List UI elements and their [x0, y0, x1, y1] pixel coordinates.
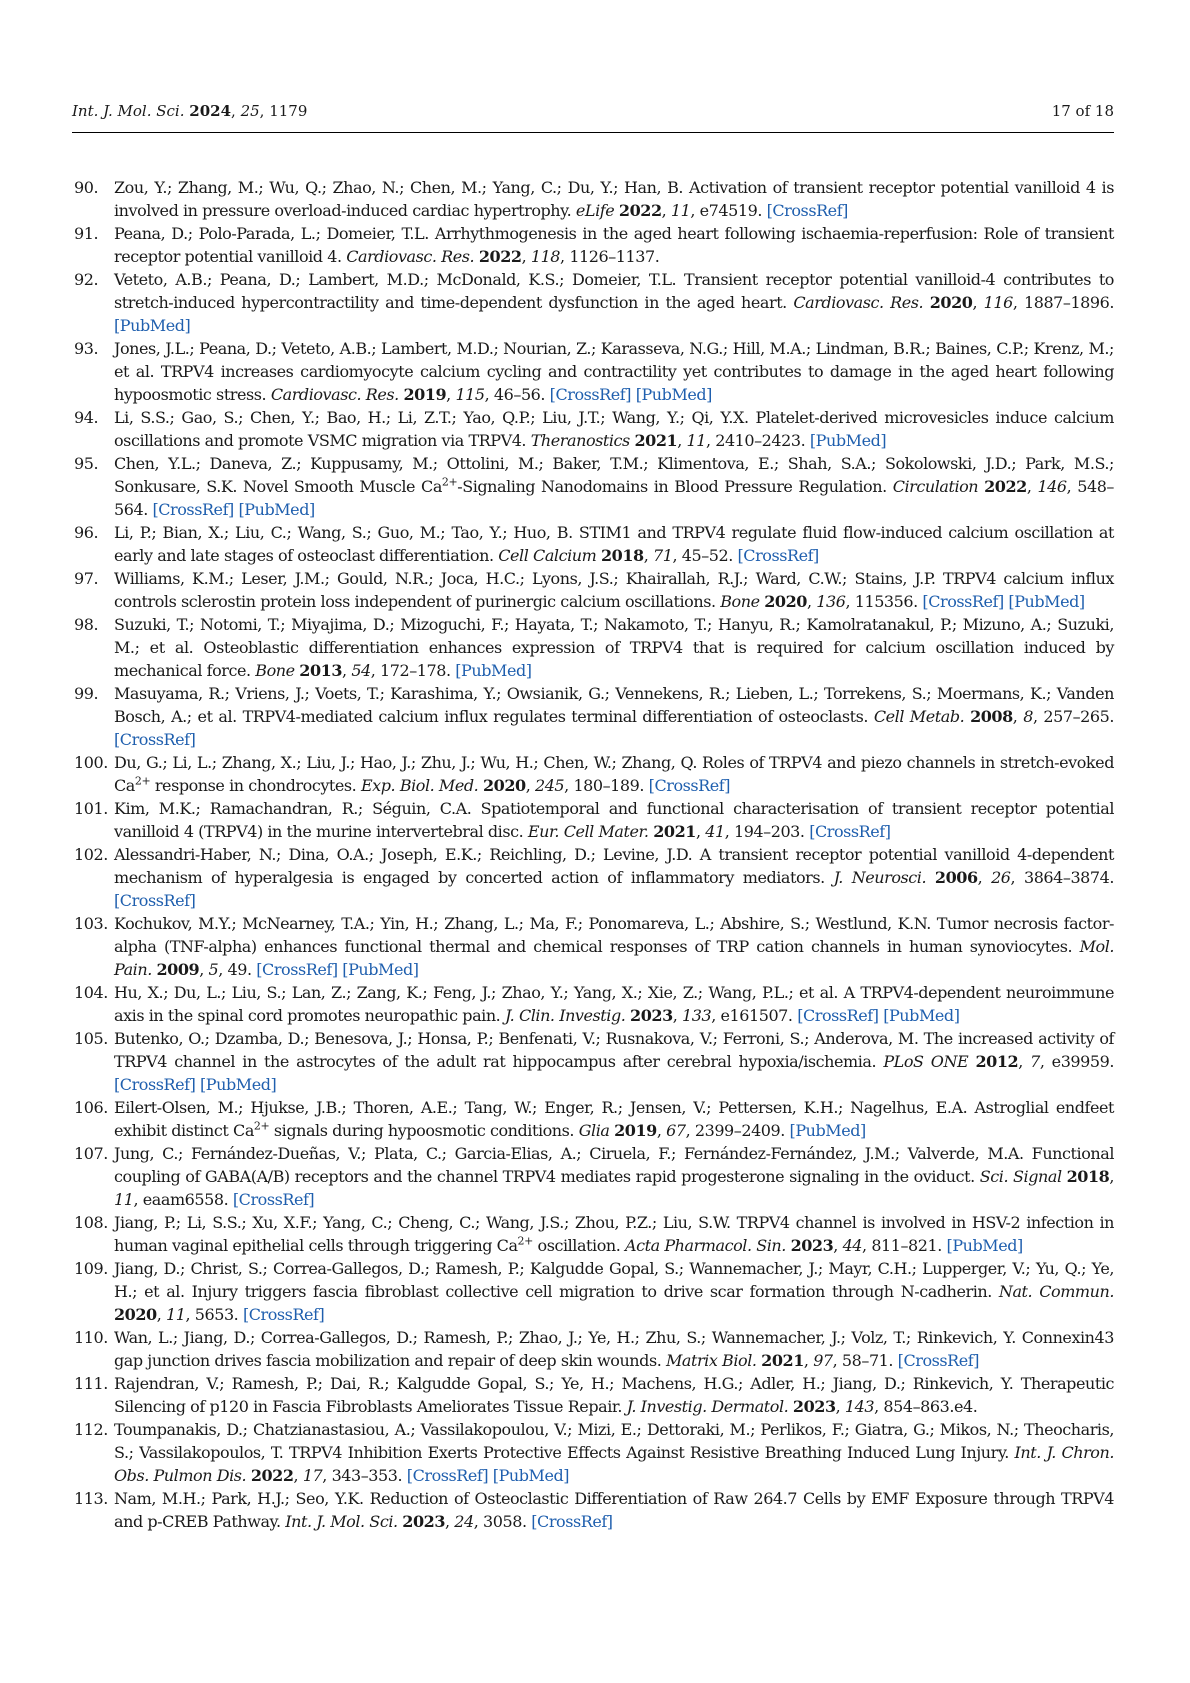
- crossref-link[interactable]: [CrossRef]: [242, 1305, 325, 1324]
- reference-year: 2022: [250, 1466, 294, 1485]
- reference-number: 96.: [74, 523, 99, 542]
- reference-segment: ,: [1026, 477, 1038, 496]
- reference-text: [114, 521, 1114, 567]
- reference-segment: Rajendran, V.; Ramesh, P.; Dai, R.; Kalgudde Gopal, S.; Ye, H.; Machens, H.G.; Adler, H.; Jiang, D.; Rinkevich, Y. Therapeutic Silencing of p120 in Fascia Fibroblasts Ameliorates Tissue Repair.: [114, 1374, 1114, 1416]
- reference-segment: ,: [803, 1351, 814, 1370]
- reference-year: 2020: [764, 592, 807, 611]
- reference-italic: J. Investig. Dermatol.: [626, 1397, 789, 1416]
- reference-item: [74, 452, 1114, 521]
- pubmed-link[interactable]: [PubMed]: [946, 1236, 1023, 1255]
- reference-year: 2012: [975, 1052, 1019, 1071]
- reference-item: [74, 521, 1114, 567]
- reference-year: 2006: [934, 868, 978, 887]
- pubmed-link[interactable]: [PubMed]: [455, 661, 532, 680]
- reference-text: [114, 981, 1114, 1027]
- reference-text: [114, 1326, 1114, 1372]
- reference-italic: 71: [653, 546, 673, 565]
- reference-italic: Mol. Pain.: [114, 937, 1114, 979]
- reference-segment: Chen, Y.L.; Daneva, Z.; Kuppusamy, M.; Ottolini, M.; Baker, T.M.; Klimentova, E.; Shah, S.A.; Sokolowski, J.D.; Park, M.S.; Sonkusare, S.K. Novel Smooth Muscle Ca: [114, 454, 1114, 496]
- reference-year: 2008: [970, 707, 1013, 726]
- reference-item: [74, 268, 1114, 337]
- reference-text: [114, 567, 1114, 613]
- reference-italic: Glia: [578, 1121, 610, 1140]
- reference-item: [74, 567, 1114, 613]
- reference-item: [74, 1372, 1114, 1418]
- crossref-link[interactable]: [CrossRef]: [648, 776, 731, 795]
- reference-italic: 136: [816, 592, 846, 611]
- pubmed-link[interactable]: [PubMed]: [635, 385, 712, 404]
- reference-italic: 17: [302, 1466, 323, 1485]
- reference-italic: 67: [666, 1121, 686, 1140]
- reference-number: 107.: [74, 1144, 108, 1163]
- reference-number: 109.: [74, 1259, 108, 1278]
- reference-italic: 115: [455, 385, 485, 404]
- reference-segment: , 548–564.: [114, 477, 1114, 519]
- reference-number: 108.: [74, 1213, 108, 1232]
- crossref-link[interactable]: [CrossRef]: [531, 1512, 613, 1531]
- reference-italic: J. Clin. Investig.: [504, 1006, 626, 1025]
- reference-number: 102.: [74, 845, 108, 864]
- reference-segment: ,: [656, 1121, 667, 1140]
- reference-item: [74, 1142, 1114, 1211]
- reference-italic: J. Neurosci.: [833, 868, 927, 887]
- reference-item: [74, 1257, 1114, 1326]
- reference-item: [74, 337, 1114, 406]
- reference-segment: Jones, J.L.; Peana, D.; Veteto, A.B.; Lambert, M.D.; Nourian, Z.; Karasseva, N.G.; Hill, M.A.; Lindman, B.R.; Baines, C.P.; Krenz, M.; et al. TRPV4 increases cardiomyocyte calcium cycling and contractility yet contributes to damage in the aged heart following hypoosmotic stress.: [114, 339, 1114, 404]
- journal-name: Int. J. Mol. Sci.: [72, 102, 185, 120]
- reference-italic: Theranostics: [530, 431, 630, 450]
- page-number: 17 of 18: [1051, 102, 1114, 120]
- reference-year: 2020: [929, 293, 973, 312]
- reference-segment: Masuyama, R.; Vriens, J.; Voets, T.; Karashima, Y.; Owsianik, G.; Vennekens, R.; Lieben, L.; Torrekens, S.; Moermans, K.; Vanden Bosch, A.; et al. TRPV4-mediated calcium influx regulates terminal differentiation of osteoclasts.: [114, 684, 1114, 726]
- reference-year: 2023: [630, 1006, 673, 1025]
- reference-segment: Nam, M.H.; Park, H.J.; Seo, Y.K. Reduction of Osteoclastic Differentiation of Raw 264.7 Cells by EMF Exposure through TRPV4 and p-CREB Pathway.: [114, 1489, 1114, 1531]
- reference-italic: Eur. Cell Mater.: [527, 822, 649, 841]
- reference-year: 2023: [402, 1512, 446, 1531]
- reference-italic: Cell Metab.: [873, 707, 965, 726]
- reference-segment: response in chondrocytes.: [150, 776, 361, 795]
- reference-italic: 245: [534, 776, 565, 795]
- reference-year: 2023: [792, 1397, 836, 1416]
- reference-text: [114, 406, 1114, 452]
- reference-segment: signals during hypoosmotic conditions.: [269, 1121, 579, 1140]
- reference-segment: ,: [695, 822, 706, 841]
- reference-italic: Cardiovasc. Res.: [346, 247, 475, 266]
- reference-number: 111.: [74, 1374, 108, 1393]
- reference-segment: Alessandri-Haber, N.; Dina, O.A.; Joseph, E.K.; Reichling, D.; Levine, J.D. A transient receptor potential vanilloid 4-dependent mechanism of hyperalgesia is engaged by concerted action of inflammatory mediators.: [114, 845, 1114, 887]
- crossref-link[interactable]: [CrossRef]: [797, 1006, 879, 1025]
- crossref-link[interactable]: [CrossRef]: [232, 1190, 315, 1209]
- reference-item: [74, 406, 1114, 452]
- reference-year: 2019: [403, 385, 447, 404]
- reference-number: 113.: [74, 1489, 108, 1508]
- reference-year: 2020: [114, 1305, 157, 1324]
- reference-text: [114, 176, 1114, 222]
- reference-segment: Kim, M.K.; Ramachandran, R.; Séguin, C.A. Spatiotemporal and functional characterisation of transient receptor potential vanilloid 4 (TRPV4) in the murine intervertebral disc.: [114, 799, 1114, 841]
- reference-segment: , e161507.: [711, 1006, 798, 1025]
- reference-italic: PLoS ONE: [883, 1052, 969, 1071]
- reference-italic: 116: [983, 293, 1013, 312]
- reference-segment: ,: [1012, 707, 1024, 726]
- reference-text: [114, 1142, 1114, 1211]
- reference-italic: 11: [670, 201, 691, 220]
- reference-number: 92.: [74, 270, 99, 289]
- reference-segment: , 45–52.: [672, 546, 738, 565]
- reference-segment: , 3864–3874.: [1010, 868, 1114, 887]
- reference-segment: ,: [833, 1236, 843, 1255]
- reference-segment: ,: [806, 592, 817, 611]
- pubmed-link[interactable]: [PubMed]: [342, 960, 419, 979]
- reference-segment: Toumpanakis, D.; Chatzianastasiou, A.; Vassilakopoulou, V.; Mizi, E.; Dettoraki, M.; Perlikos, F.; Giatra, G.; Mikos, N.; Theocharis, S.; Vassilakopoulos, T. TRPV4 Inhibition Exerts Protective Effects Against Resistive Breathing Induced Lung Injury.: [114, 1420, 1114, 1462]
- crossref-link[interactable]: [CrossRef]: [256, 960, 338, 979]
- reference-segment: Eilert-Olsen, M.; Hjukse, J.B.; Thoren, A.E.; Tang, W.; Enger, R.; Jensen, V.; Pettersen, K.H.; Nagelhus, E.A. Astroglial endfeet exhibit distinct Ca: [114, 1098, 1114, 1140]
- reference-number: 93.: [74, 339, 99, 358]
- reference-year: 2022: [618, 201, 662, 220]
- reference-segment: Jung, C.; Fernández-Dueñas, V.; Plata, C.; Garcia-Elias, A.; Ciruela, F.; Fernández-Fernández, J.M.; Valverde, M.A. Functional coupling of GABA(A/B) receptors and the channel TRPV4 mediates rapid progesterone signaling in the oviduct.: [114, 1144, 1114, 1186]
- reference-segment: Li, S.S.; Gao, S.; Chen, Y.; Bao, H.; Li, Z.T.; Yao, Q.P.; Liu, J.T.; Wang, Y.; Qi, Y.X. Platelet-derived microvesicles induce calcium oscillations and promote VSMC migration via TRPV4.: [114, 408, 1114, 450]
- reference-italic: 11: [114, 1190, 134, 1209]
- crossref-link[interactable]: [CrossRef]: [809, 822, 891, 841]
- reference-segment: ,: [293, 1466, 303, 1485]
- reference-segment: , 194–203.: [724, 822, 810, 841]
- reference-italic: 7: [1030, 1052, 1040, 1071]
- reference-number: 90.: [74, 178, 99, 197]
- reference-italic: 11: [686, 431, 706, 450]
- reference-year: 2022: [478, 247, 522, 266]
- running-header: [72, 102, 1114, 133]
- reference-segment: ,: [521, 247, 531, 266]
- reference-segment: , 5653.: [185, 1305, 243, 1324]
- reference-italic: Sci. Signal: [979, 1167, 1062, 1186]
- reference-text: [114, 268, 1114, 337]
- reference-text: [114, 912, 1114, 981]
- reference-item: [74, 682, 1114, 751]
- reference-number: 91.: [74, 224, 99, 243]
- journal-citation: Int. J. Mol. Sci. 2024, 25, 1179: [72, 102, 308, 120]
- reference-number: 101.: [74, 799, 108, 818]
- reference-segment: Peana, D.; Polo-Parada, L.; Domeier, T.L. Arrhythmogenesis in the aged heart following ischaemia-reperfusion: Role of transient receptor potential vanilloid 4.: [114, 224, 1114, 266]
- reference-number: 106.: [74, 1098, 108, 1117]
- journal-year: 2024: [189, 102, 232, 120]
- reference-segment: , 2399–2409.: [685, 1121, 790, 1140]
- reference-text: [114, 751, 1114, 797]
- reference-italic: Acta Pharmacol. Sin.: [625, 1236, 786, 1255]
- reference-italic: 118: [530, 247, 561, 266]
- reference-italic: Matrix Biol.: [665, 1351, 757, 1370]
- reference-italic: Int. J. Chron. Obs. Pulmon Dis.: [114, 1443, 1114, 1485]
- reference-segment: Wan, L.; Jiang, D.; Correa-Gallegos, D.; Ramesh, P.; Zhao, J.; Ye, H.; Zhu, S.; Wannemacher, J.; Volz, T.; Rinkevich, Y. Connexin43 gap junction drives fascia mobilization and repair of deep skin wounds.: [114, 1328, 1114, 1370]
- reference-segment: , 180–189.: [564, 776, 649, 795]
- pubmed-link[interactable]: [PubMed]: [492, 1466, 570, 1485]
- reference-italic: Int. J. Mol. Sci.: [285, 1512, 398, 1531]
- reference-italic: Cardiovasc. Res.: [270, 385, 399, 404]
- reference-italic: 54: [351, 661, 371, 680]
- article-number: 1179: [269, 102, 308, 120]
- reference-segment: ,: [643, 546, 653, 565]
- crossref-link[interactable]: [CrossRef]: [152, 500, 234, 519]
- reference-segment: , 257–265.: [1032, 707, 1114, 726]
- reference-segment: , 1887–1896.: [1012, 293, 1115, 312]
- reference-italic: 26: [991, 868, 1011, 887]
- reference-text: [114, 797, 1114, 843]
- reference-segment: Hu, X.; Du, L.; Liu, S.; Lan, Z.; Zang, K.; Feng, J.; Zhao, Y.; Yang, X.; Xie, Z.; Wang, P.L.; et al. A TRPV4-dependent neuroimmune axis in the spinal cord promotes neuropathic pain.: [114, 983, 1114, 1025]
- reference-text: [114, 1027, 1114, 1096]
- reference-number: 95.: [74, 454, 99, 473]
- reference-year: 2019: [614, 1121, 657, 1140]
- reference-italic: Nat. Commun.: [998, 1282, 1115, 1301]
- reference-text: [114, 682, 1114, 751]
- reference-segment: Jiang, P.; Li, S.S.; Xu, X.F.; Yang, C.; Cheng, C.; Wang, J.S.; Zhou, P.Z.; Liu, S.W. TRPV4 channel is involved in HSV-2 infection in human vaginal epithelial cells through triggering Ca: [114, 1213, 1114, 1255]
- reference-item: [74, 222, 1114, 268]
- reference-text: [114, 613, 1114, 682]
- reference-number: 110.: [74, 1328, 108, 1347]
- reference-text: [114, 337, 1114, 406]
- reference-italic: Bone: [720, 592, 760, 611]
- reference-segment: ,: [672, 1006, 683, 1025]
- reference-year: 2009: [156, 960, 200, 979]
- reference-year: 2023: [790, 1236, 834, 1255]
- reference-text: [114, 1096, 1114, 1142]
- reference-segment: ,: [835, 1397, 845, 1416]
- reference-number: 99.: [74, 684, 99, 703]
- reference-segment: ,: [445, 1512, 455, 1531]
- crossref-link[interactable]: [CrossRef]: [897, 1351, 980, 1370]
- reference-number: 104.: [74, 983, 108, 1002]
- reference-italic: 146: [1037, 477, 1067, 496]
- reference-segment: , 343–353.: [322, 1466, 407, 1485]
- reference-italic: Circulation: [892, 477, 979, 496]
- pubmed-link[interactable]: [PubMed]: [809, 431, 887, 450]
- reference-italic: 44: [842, 1236, 863, 1255]
- reference-year: 2021: [761, 1351, 804, 1370]
- reference-segment: , e39959.: [1039, 1052, 1114, 1071]
- reference-italic: 97: [813, 1351, 833, 1370]
- reference-italic: 41: [705, 822, 725, 841]
- reference-number: 97.: [74, 569, 99, 588]
- reference-segment: , e74519.: [690, 201, 767, 220]
- reference-year: 2018: [600, 546, 644, 565]
- reference-italic: 11: [166, 1305, 186, 1324]
- reference-segment: ,: [661, 201, 671, 220]
- reference-segment: ,: [156, 1305, 167, 1324]
- reference-item: [74, 981, 1114, 1027]
- reference-number: 103.: [74, 914, 108, 933]
- reference-segment: , 1126–1137.: [560, 247, 660, 266]
- reference-year: 2013: [299, 661, 343, 680]
- crossref-link[interactable]: [CrossRef]: [114, 730, 196, 749]
- reference-item: [74, 1211, 1114, 1257]
- reference-segment: ,: [677, 431, 687, 450]
- reference-segment: Williams, K.M.; Leser, J.M.; Gould, N.R.; Joca, H.C.; Lyons, J.S.; Khairallah, R.J.; Ward, C.W.; Stains, J.P. TRPV4 calcium influx controls sclerostin protein loss independent of purinergic calcium oscillations.: [114, 569, 1114, 611]
- reference-number: 98.: [74, 615, 99, 634]
- superscript: 2+: [517, 1234, 533, 1248]
- reference-item: [74, 613, 1114, 682]
- pubmed-link[interactable]: [PubMed]: [883, 1006, 960, 1025]
- reference-segment: [926, 868, 935, 887]
- reference-italic: 133: [682, 1006, 712, 1025]
- reference-segment: Zou, Y.; Zhang, M.; Wu, Q.; Zhao, N.; Chen, M.; Yang, C.; Du, Y.; Han, B. Activation of transient receptor potential vanilloid 4 is involved in pressure overload-induced cardiac hypertrophy.: [114, 178, 1114, 220]
- reference-year: 2020: [482, 776, 526, 795]
- reference-segment: ,: [446, 385, 456, 404]
- pubmed-link[interactable]: [PubMed]: [114, 316, 191, 335]
- reference-number: 100.: [74, 753, 108, 772]
- reference-segment: ,: [977, 868, 992, 887]
- reference-segment: , 854–863.e4.: [874, 1397, 978, 1416]
- reference-segment: Du, G.; Li, L.; Zhang, X.; Liu, J.; Hao, J.; Zhu, J.; Wu, H.; Chen, W.; Zhang, Q. Roles of TRPV4 and piezo channels in stretch-evoked Ca: [114, 753, 1114, 795]
- reference-item: [74, 176, 1114, 222]
- reference-italic: Bone: [255, 661, 295, 680]
- crossref-link[interactable]: [CrossRef]: [114, 1075, 196, 1094]
- reference-text: [114, 222, 1114, 268]
- reference-segment: ,: [342, 661, 352, 680]
- reference-segment: Suzuki, T.; Notomi, T.; Miyajima, D.; Mizoguchi, F.; Hayata, T.; Nakamoto, T.; Hanyu, R.; Kamolratanakul, P.; Mizuno, A.; Suzuki, M.; et al. Osteoblastic differentiation enhances expression of TRPV4 that is required for calcium oscillation induced by mechanical force.: [114, 615, 1114, 680]
- reference-list: [74, 176, 1114, 1533]
- crossref-link[interactable]: [CrossRef]: [406, 1466, 489, 1485]
- reference-segment: , 3058.: [473, 1512, 532, 1531]
- superscript: 2+: [253, 1119, 270, 1133]
- reference-segment: oscillation.: [532, 1236, 626, 1255]
- reference-italic: 143: [844, 1397, 875, 1416]
- reference-italic: Cell Calcium: [498, 546, 597, 565]
- pubmed-link[interactable]: [PubMed]: [789, 1121, 866, 1140]
- reference-year: 2018: [1066, 1167, 1110, 1186]
- reference-italic: 24: [454, 1512, 474, 1531]
- journal-volume: 25: [240, 102, 260, 120]
- reference-italic: eLife: [575, 201, 615, 220]
- reference-segment: ,: [1109, 1167, 1114, 1186]
- reference-text: [114, 1418, 1114, 1487]
- pubmed-link[interactable]: [PubMed]: [200, 1075, 277, 1094]
- reference-italic: 5: [208, 960, 219, 979]
- reference-segment: Butenko, O.; Dzamba, D.; Benesova, J.; Honsa, P.; Benfenati, V.; Rusnakova, V.; Ferroni, S.; Anderova, M. The increased activity of TRPV4 channel in the astrocytes of the adult rat hippocampus after cerebral hypoxia/ischemia.: [114, 1029, 1114, 1071]
- reference-item: [74, 1487, 1114, 1533]
- reference-text: [114, 843, 1114, 912]
- reference-item: [74, 797, 1114, 843]
- reference-segment: , 46–56.: [484, 385, 550, 404]
- pubmed-link[interactable]: [PubMed]: [238, 500, 315, 519]
- reference-segment: ,: [972, 293, 984, 312]
- reference-segment: , 58–71.: [832, 1351, 898, 1370]
- reference-segment: Kochukov, M.Y.; McNearney, T.A.; Yin, H.; Zhang, L.; Ma, F.; Ponomareva, L.; Abshire, S.; Westlund, K.N. Tumor necrosis factor-alpha (TNF-alpha) enhances functional thermal and chemical responses of TRP cation channels in human synoviocytes.: [114, 914, 1114, 956]
- reference-item: [74, 1418, 1114, 1487]
- reference-segment: , 811–821.: [862, 1236, 947, 1255]
- reference-item: [74, 1326, 1114, 1372]
- reference-text: [114, 452, 1114, 521]
- reference-segment: , 115356.: [845, 592, 923, 611]
- reference-item: [74, 912, 1114, 981]
- reference-segment: Jiang, D.; Christ, S.; Correa-Gallegos, D.; Ramesh, P.; Kalgudde Gopal, S.; Wannemacher, J.; Mayr, C.H.; Lupperger, V.; Yu, Q.; Ye, H.; et al. Injury triggers fascia fibroblast collective cell migration to drive scar formation through N-cadherin.: [114, 1259, 1114, 1301]
- superscript: 2+: [441, 475, 458, 489]
- reference-segment: ,: [199, 960, 209, 979]
- crossref-link[interactable]: [CrossRef]: [114, 891, 196, 910]
- crossref-link[interactable]: [CrossRef]: [922, 592, 1004, 611]
- crossref-link[interactable]: [CrossRef]: [549, 385, 632, 404]
- reference-year: 2021: [653, 822, 696, 841]
- pubmed-link[interactable]: [PubMed]: [1008, 592, 1085, 611]
- reference-segment: , 49.: [218, 960, 257, 979]
- reference-segment: -Signaling Nanodomains in Blood Pressure Regulation.: [457, 477, 893, 496]
- reference-item: [74, 1027, 1114, 1096]
- reference-segment: ,: [525, 776, 535, 795]
- reference-number: 105.: [74, 1029, 108, 1048]
- reference-segment: Li, P.; Bian, X.; Liu, C.; Wang, S.; Guo, M.; Tao, Y.; Huo, B. STIM1 and TRPV4 regulate fluid flow-induced calcium oscillation at early and late stages of osteoclast differentiation.: [114, 523, 1114, 565]
- reference-text: [114, 1257, 1114, 1326]
- reference-segment: Veteto, A.B.; Peana, D.; Lambert, M.D.; McDonald, K.S.; Domeier, T.L. Transient receptor potential vanilloid-4 contributes to stretch-induced hypercontractility and time-dependent dysfunction in the aged heart.: [114, 270, 1114, 312]
- reference-italic: Cardiovasc. Res.: [793, 293, 924, 312]
- reference-segment: , 2410–2423.: [705, 431, 810, 450]
- reference-year: 2021: [634, 431, 678, 450]
- reference-item: [74, 843, 1114, 912]
- reference-item: [74, 1096, 1114, 1142]
- reference-year: 2022: [984, 477, 1027, 496]
- reference-text: [114, 1487, 1114, 1533]
- superscript: 2+: [134, 774, 151, 788]
- reference-segment: ,: [1018, 1052, 1031, 1071]
- crossref-link[interactable]: [CrossRef]: [766, 201, 848, 220]
- reference-italic: Exp. Biol. Med.: [360, 776, 479, 795]
- reference-text: [114, 1211, 1114, 1257]
- reference-number: 94.: [74, 408, 99, 427]
- reference-segment: , eaam6558.: [133, 1190, 233, 1209]
- crossref-link[interactable]: [CrossRef]: [737, 546, 819, 565]
- reference-item: [74, 751, 1114, 797]
- reference-text: [114, 1372, 1114, 1418]
- reference-segment: , 172–178.: [370, 661, 456, 680]
- reference-number: 112.: [74, 1420, 108, 1439]
- reference-italic: 8: [1023, 707, 1033, 726]
